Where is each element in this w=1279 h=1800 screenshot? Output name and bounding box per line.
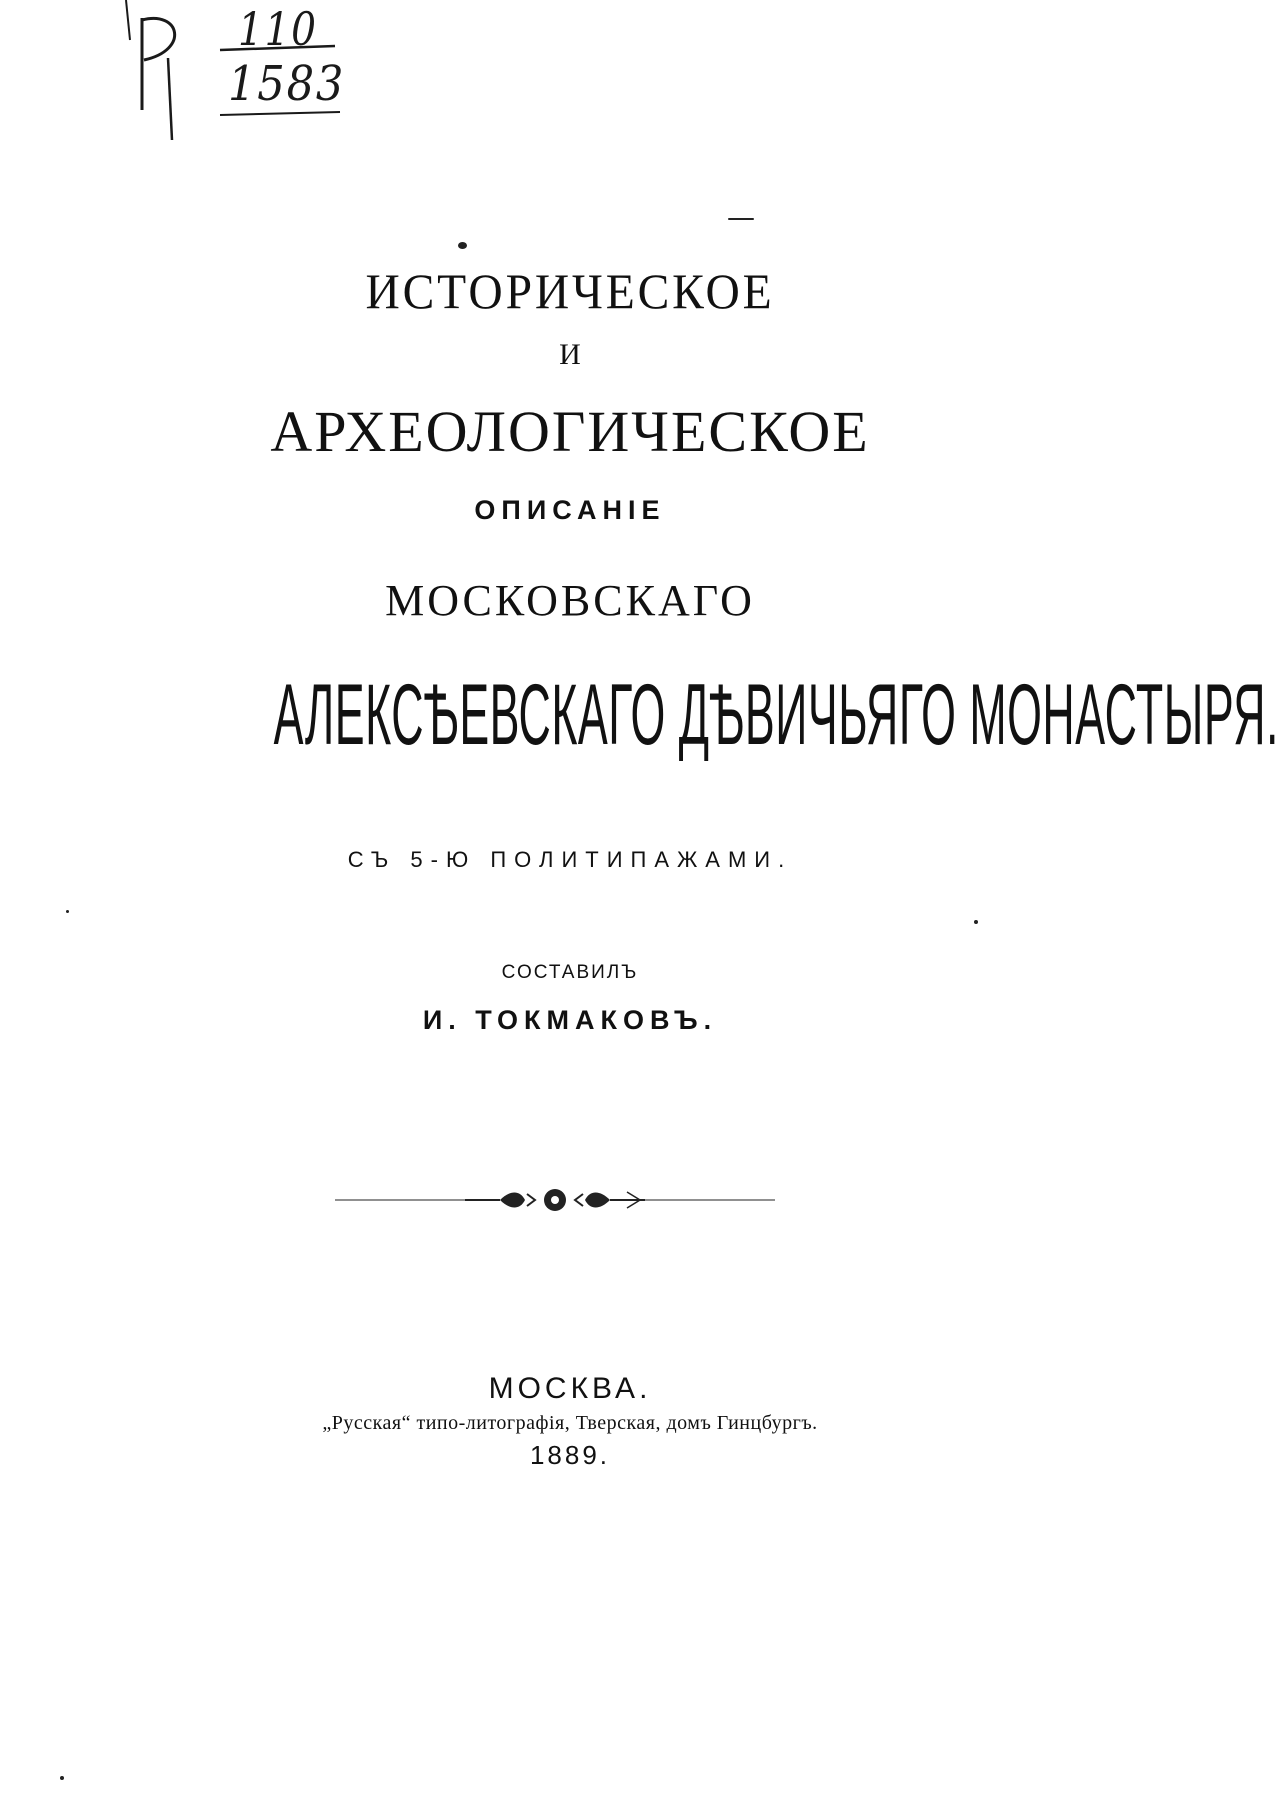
ink-speck: [66, 910, 69, 913]
title-line-and: И: [559, 338, 581, 371]
imprint-press: „Русская“ типо-литографія, Тверская, домъ Гинцбургъ.: [322, 1412, 818, 1434]
title-line-monastery: АЛЕКСѢЕВСКАГО ДѢВИЧЬЯГО МОНАСТЫРЯ.: [273, 667, 1279, 763]
ornamental-divider: [335, 1180, 775, 1220]
ink-speck: [728, 218, 754, 220]
author-name: И. ТОКМАКОВЪ.: [422, 1005, 718, 1035]
ink-speck: [60, 1776, 64, 1780]
ink-speck: [458, 242, 467, 249]
ink-speck: [974, 920, 978, 924]
title-line-archaeological: АРХЕОЛОГИЧЕСКОЕ: [270, 399, 870, 464]
title-line-moscow: МОСКОВСКАГО: [385, 576, 755, 625]
author-label: СОСТАВИЛЪ: [501, 962, 639, 983]
title-line-historical: ИСТОРИЧЕСКОЕ: [365, 263, 775, 319]
shelfmark-bottom-number: 1583: [228, 56, 346, 112]
subtitle-illustrations: СЪ 5-Ю ПОЛИТИПАЖАМИ.: [347, 847, 793, 872]
title-line-description: ОПИСАНІЕ: [474, 495, 666, 525]
imprint-city: МОСКВА.: [488, 1372, 652, 1405]
library-shelfmark: [120, 0, 420, 150]
imprint-year: 1889.: [529, 1440, 611, 1470]
shelfmark-top-number: 110: [238, 2, 318, 56]
